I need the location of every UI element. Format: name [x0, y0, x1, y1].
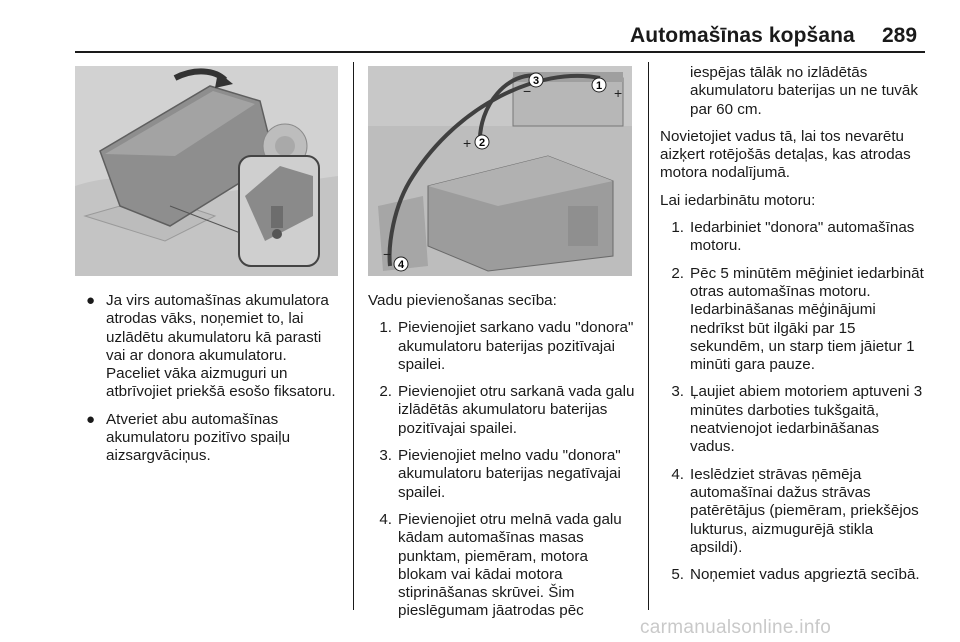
- list-item-text: Ja virs automašīnas akumulatora atrodas vāks, noņemiet to, lai uzlādētu akumulatoru kā parasti vai ar donora akumulatoru. Paceliet vāka aizmuguri un atbrīvojiet priekšā esošo fiksatoru.: [106, 292, 336, 401]
- bullet-icon: ●: [86, 410, 96, 428]
- list-item: 3. Ļaujiet abiem motoriem aptuveni 3 minūtes darboties tukšgaitā, neatvienojot iedarbināšanas vadus.: [671, 383, 923, 456]
- list-item: 4. Pievienojiet otru melnā vada galu kādam automašīnas masas punktam, piemēram, motora blokam vai kādai motora stiprināšanas skrūvei. Šim pieslēgumam jāatrodas pēc: [379, 510, 622, 620]
- page-header-title: Automašīnas kopšana: [630, 24, 855, 47]
- svg-text:3: 3: [532, 75, 540, 87]
- middle-column-text: [368, 292, 636, 630]
- svg-text:−: −: [523, 83, 532, 99]
- svg-text:+: +: [463, 135, 472, 151]
- svg-text:4: 4: [397, 259, 405, 271]
- column-divider-right: [648, 62, 649, 610]
- callout-2: [475, 135, 489, 149]
- continuation-text: iespējas tālāk no izlādētās akumulatoru baterijas un ne tuvāk par 60 cm.: [690, 64, 918, 118]
- list-item: 2. Pēc 5 minūtēm mēģiniet iedarbināt otras automašīnas motoru. Iedarbināšanas mēģinājumi nedrīkst būt ilgāki par 15 sekundēm, un starp tiem jāietur 1 minūti gara pauze.: [671, 264, 924, 374]
- svg-text:+: +: [614, 85, 623, 101]
- connection-steps: [368, 319, 636, 620]
- cable-placement-paragraph: Novietojiet vadus tā, lai tos nevarētu aizķert rotējošās detaļas, kas atrodas motora nodalījumā.: [660, 127, 911, 182]
- list-item: 2. Pievienojiet otru sarkanā vada galu izlādētās akumulatoru baterijas pozitīvajai spailei.: [379, 383, 635, 437]
- page-number: 289: [882, 24, 918, 47]
- callout-4: [394, 257, 408, 271]
- connection-order-intro: Vadu pievienošanas secība:: [368, 292, 557, 309]
- callout-1: [592, 78, 606, 92]
- list-item: 4. Ieslēdziet strāvas ņēmēja automašīnai dažus strāvas patērētājus (piemēram, priekšējos lukturus, aizmugurējā stikla apsildi).: [671, 465, 919, 556]
- svg-text:−: −: [383, 246, 392, 262]
- list-item: 3. Pievienojiet melno vadu "donora" akumulatoru baterijas negatīvajai spailei.: [379, 447, 621, 501]
- list-item: 1. Pievienojiet sarkano vadu "donora" akumulatoru baterijas pozitīvajai spailei.: [379, 319, 634, 373]
- left-column-text: [80, 292, 342, 475]
- start-engine-intro: Lai iedarbinātu motoru:: [660, 191, 816, 209]
- svg-text:1: 1: [595, 80, 603, 92]
- svg-text:2: 2: [478, 137, 486, 149]
- bullet-list: [80, 292, 342, 466]
- watermark: carmanualsonline.info: [640, 617, 832, 638]
- right-column-text: [660, 64, 928, 593]
- bullet-icon: ●: [86, 292, 96, 309]
- header-rule: [75, 51, 925, 53]
- battery-cover-figure: [75, 66, 338, 276]
- jump-start-figure: [368, 66, 632, 276]
- start-engine-steps: [660, 219, 928, 584]
- jump-start-illustration: [368, 66, 632, 276]
- list-item: [80, 411, 342, 466]
- battery-cover-illustration: [75, 66, 338, 276]
- column-divider-left: [353, 62, 354, 610]
- list-item: 1. Iedarbiniet "donora" automašīnas motoru.: [671, 219, 915, 255]
- list-item-text: Atveriet abu automašīnas akumulatoru pozitīvo spaiļu aizsargvāciņus.: [106, 410, 291, 465]
- list-item: 5. Noņemiet vadus apgrieztā secībā.: [671, 566, 920, 584]
- list-item: [80, 292, 342, 402]
